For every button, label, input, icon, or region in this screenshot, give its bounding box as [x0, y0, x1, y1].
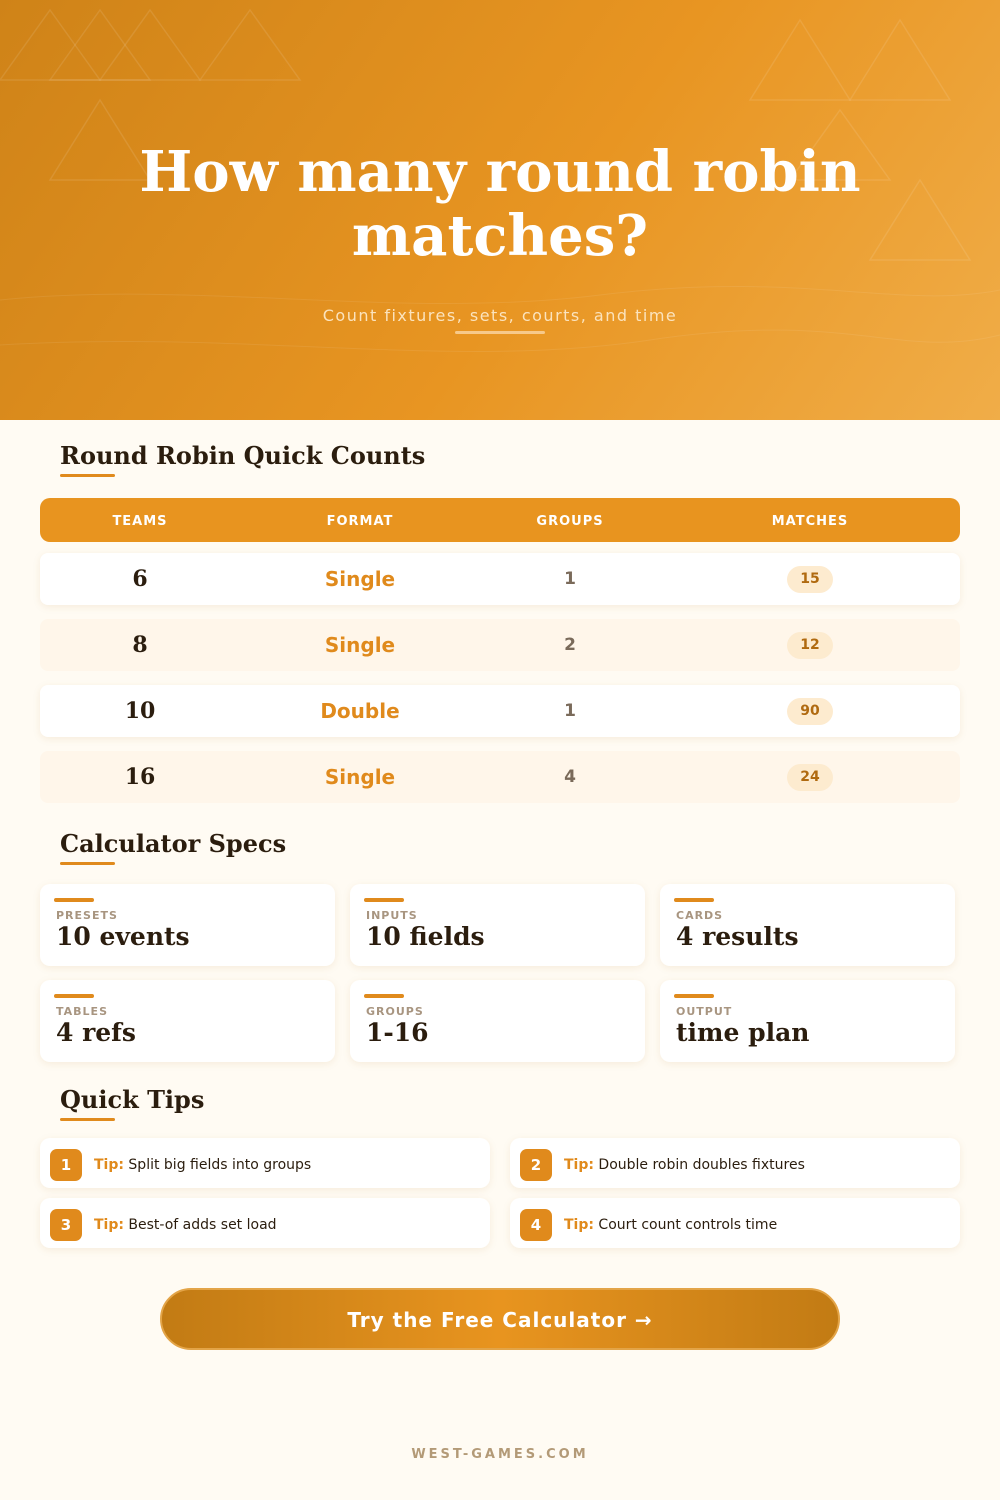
matches-badge: 90 — [787, 698, 833, 725]
spec-label: PRESETS — [56, 909, 118, 922]
cell-groups: 1 — [564, 701, 576, 721]
cell-teams: 8 — [132, 632, 148, 658]
cell-teams: 16 — [124, 764, 156, 790]
cell-groups: 4 — [564, 767, 576, 787]
spec-value: 1-16 — [366, 1018, 429, 1047]
subtitle-underline — [455, 331, 545, 334]
tip-number-badge: 4 — [520, 1209, 552, 1241]
tip-text — [94, 1198, 277, 1252]
tip-card — [40, 1138, 490, 1188]
spec-card — [660, 980, 955, 1062]
hero-subtitle: Count fixtures, sets, courts, and time — [322, 306, 678, 325]
table-row — [40, 619, 960, 671]
spec-card — [350, 884, 645, 966]
table-row — [40, 685, 960, 737]
spec-accent-bar — [674, 898, 714, 902]
spec-label: GROUPS — [366, 1005, 424, 1018]
tip-body: Court count controls time — [598, 1217, 778, 1233]
cell-format: Double — [320, 699, 400, 723]
spec-card — [350, 980, 645, 1062]
table-header — [40, 498, 960, 542]
matches-badge: 24 — [787, 764, 833, 791]
spec-card — [660, 884, 955, 966]
quick-counts-underline — [60, 474, 115, 477]
tip-prefix: Tip: — [94, 1217, 124, 1233]
title-line-1: How many round robin — [139, 139, 861, 205]
tip-prefix: Tip: — [564, 1157, 594, 1173]
tip-card — [40, 1198, 490, 1248]
spec-accent-bar — [54, 898, 94, 902]
tip-text — [564, 1198, 777, 1252]
spec-value: 10 fields — [366, 922, 485, 951]
hero-banner — [0, 0, 1000, 420]
tips-underline — [60, 1118, 115, 1121]
spec-label: CARDS — [676, 909, 724, 922]
header-teams: TEAMS — [112, 514, 168, 529]
header-groups: GROUPS — [536, 514, 604, 529]
matches-badge: 15 — [787, 566, 833, 593]
page-title — [0, 140, 1000, 268]
cell-format: Single — [324, 567, 396, 591]
tip-body: Double robin doubles fixtures — [598, 1157, 805, 1173]
specs-title: Calculator Specs — [60, 829, 287, 858]
spec-value: 4 results — [676, 922, 799, 951]
tip-card — [510, 1198, 960, 1248]
spec-accent-bar — [364, 898, 404, 902]
spec-value: 10 events — [56, 922, 190, 951]
tip-body: Split big fields into groups — [128, 1157, 312, 1173]
quick-counts-title: Round Robin Quick Counts — [60, 441, 426, 470]
footer-site-link[interactable]: WEST-GAMES.COM — [411, 1447, 589, 1462]
cell-format: Single — [324, 765, 396, 789]
tip-prefix: Tip: — [94, 1157, 124, 1173]
spec-label: TABLES — [56, 1005, 108, 1018]
spec-value: 4 refs — [56, 1018, 137, 1047]
cell-teams: 10 — [124, 698, 156, 724]
tip-number-badge: 3 — [50, 1209, 82, 1241]
cell-groups: 2 — [564, 635, 576, 655]
tip-text — [564, 1138, 805, 1192]
specs-underline — [60, 862, 115, 865]
try-calculator-button[interactable]: Try the Free Calculator → — [160, 1288, 840, 1350]
spec-accent-bar — [364, 994, 404, 998]
header-format: FORMAT — [326, 514, 394, 529]
header-matches: MATCHES — [771, 514, 849, 529]
spec-value: time plan — [676, 1018, 810, 1047]
tip-number-badge: 1 — [50, 1149, 82, 1181]
spec-label: OUTPUT — [676, 1005, 733, 1018]
spec-card — [40, 884, 335, 966]
table-row — [40, 751, 960, 803]
cell-groups: 1 — [564, 569, 576, 589]
spec-label: INPUTS — [366, 909, 418, 922]
tip-number-badge: 2 — [520, 1149, 552, 1181]
cell-format: Single — [324, 633, 396, 657]
title-line-2: matches? — [351, 203, 649, 269]
tips-title: Quick Tips — [60, 1085, 205, 1114]
spec-accent-bar — [674, 994, 714, 998]
tip-prefix: Tip: — [564, 1217, 594, 1233]
matches-badge: 12 — [787, 632, 833, 659]
tip-card — [510, 1138, 960, 1188]
tip-body: Best-of adds set load — [128, 1217, 277, 1233]
table-row — [40, 553, 960, 605]
spec-card — [40, 980, 335, 1062]
tip-text — [94, 1138, 311, 1192]
spec-accent-bar — [54, 994, 94, 998]
cell-teams: 6 — [132, 566, 148, 592]
